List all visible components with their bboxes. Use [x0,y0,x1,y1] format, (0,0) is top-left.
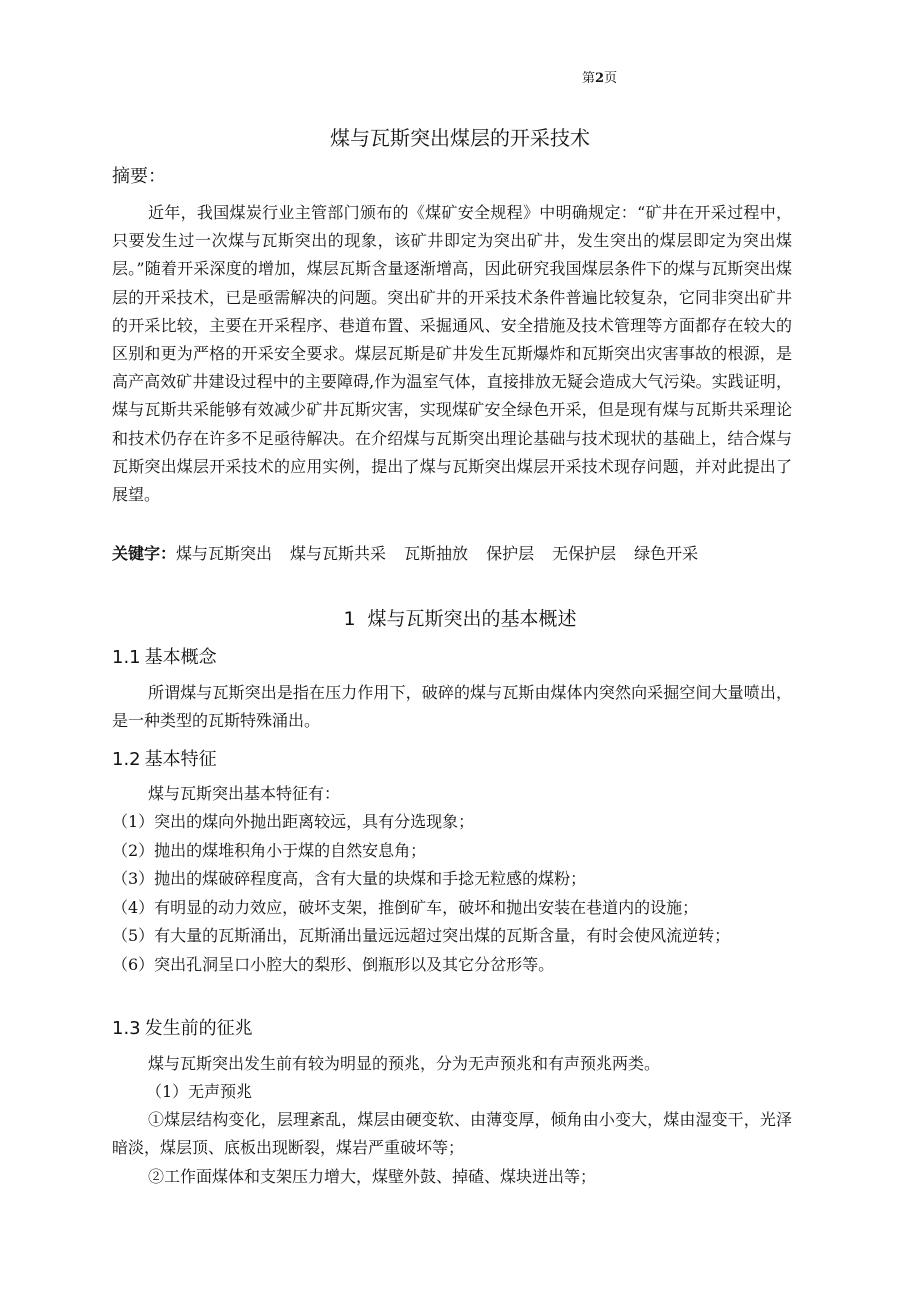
sub-label: （1）无声预兆 [146,1082,253,1101]
list-item: （5）有大量的瓦斯涌出，瓦斯涌出量远远超过突出煤的瓦斯含量，有时会使风流逆转； [112,926,731,945]
paragraph: 煤与瓦斯突出基本特征有： [148,784,341,803]
feature-list [112,808,802,979]
subsection-heading-1-3 [112,1014,253,1040]
page-number [582,67,617,86]
paragraph: 煤与瓦斯突出发生前有较为明显的预兆，分为无声预兆和有声预兆两类。 [148,1054,661,1073]
page-suffix: 页 [604,71,618,86]
section-heading-1 [0,604,920,631]
list-item: ②工作面煤体和支架压力增大，煤壁外鼓、掉碴、煤块迸出等； [148,1167,597,1186]
subsection-title: 基本特征 [144,749,217,770]
abstract-label: 摘要： [112,166,166,187]
subsection-number: 1.3 [112,1018,141,1039]
section-title: 煤与瓦斯突出的基本概述 [367,608,577,630]
list-item: （4）有明显的动力效应，破坏支架，推倒矿车，破坏和抛出安装在巷道内的设施； [112,897,699,917]
list-item: （3）抛出的煤破碎程度高，含有大量的块煤和手捻无粒感的煤粉； [112,869,587,888]
subsection-heading-1-1 [112,643,217,669]
list-item: （1）突出的煤向外抛出距离较远，具有分选现象； [112,812,475,831]
subsection-number: 1.2 [112,749,141,770]
subsection-heading-1-2 [112,745,217,771]
keywords-label: 关键字： [112,544,177,563]
section-number: 1 [343,608,356,630]
list-item: （6）突出孔洞呈口小腔大的梨形、倒瓶形以及其它分岔形等。 [112,954,555,974]
page-number-value: 2 [595,71,605,86]
abstract-text: 近年，我国煤炭行业主管部门颁布的《煤矿安全规程》中明确规定：“矿井在开采过程中，只要发生过一次煤与瓦斯突出的现象，该矿井即定为突出矿井，发生突出的煤层即定为突出煤层。”随着开采深度的增加，煤层瓦斯含量逐渐增高，因此研究我国煤层条件下的煤与瓦斯突出煤层的开采技术，已是亟需解决的问题。突出矿井的开采技术条件普遍比较复杂，它同非突出矿井的开采比较，主要在开采程序、巷道布置、采掘通风、安全措施及技术管理等方面都存在较大的区别和更为严格的开采安全要求。煤层瓦斯是矿井发生瓦斯爆炸和瓦斯突出灾害事故的根源，是高产高效矿井建设过程中的主要障碍,作为温室气体，直接排放无疑会造成大气污染。实践证明，煤与瓦斯共采能够有效减少矿井瓦斯灾害，实现煤矿安全绿色开采，但是现有煤与瓦斯共采理论和技术仍存在许多不足亟待解决。在介绍煤与瓦斯突出理论基础与技术现状的基础上，结合煤与瓦斯突出煤层开采技术的应用实例，提出了煤与瓦斯突出煤层开采技术现存问题，并对此提出了展望。 [112,203,792,505]
document-title: 煤与瓦斯突出煤层的开采技术 [330,126,590,150]
keyword-item: 煤与瓦斯突出 [176,544,273,563]
keywords [112,540,792,568]
subsection-title: 基本概念 [144,647,217,668]
subsection-number: 1.1 [112,647,141,668]
keyword-item: 瓦斯抽放 [404,544,469,563]
keyword-item: 保护层 [486,544,535,563]
list-item: ①煤层结构变化，层理紊乱，煤层由硬变软、由薄变厚，倾角由小变大，煤由湿变干，光泽暗淡，煤层顶、底板出现断裂，煤岩严重破坏等； [112,1110,792,1158]
paragraph: 所谓煤与瓦斯突出是指在压力作用下，破碎的煤与瓦斯由煤体内突然向采掘空间大量喷出，是一种类型的瓦斯特殊涌出。 [112,683,792,731]
list-item: （2）抛出的煤堆积角小于煤的自然安息角； [112,840,427,860]
keyword-item: 绿色开采 [634,544,699,563]
keyword-item: 煤与瓦斯共采 [290,544,387,563]
subsection-title: 发生前的征兆 [144,1018,253,1039]
page-prefix: 第 [582,71,596,86]
keyword-item: 无保护层 [552,544,617,563]
